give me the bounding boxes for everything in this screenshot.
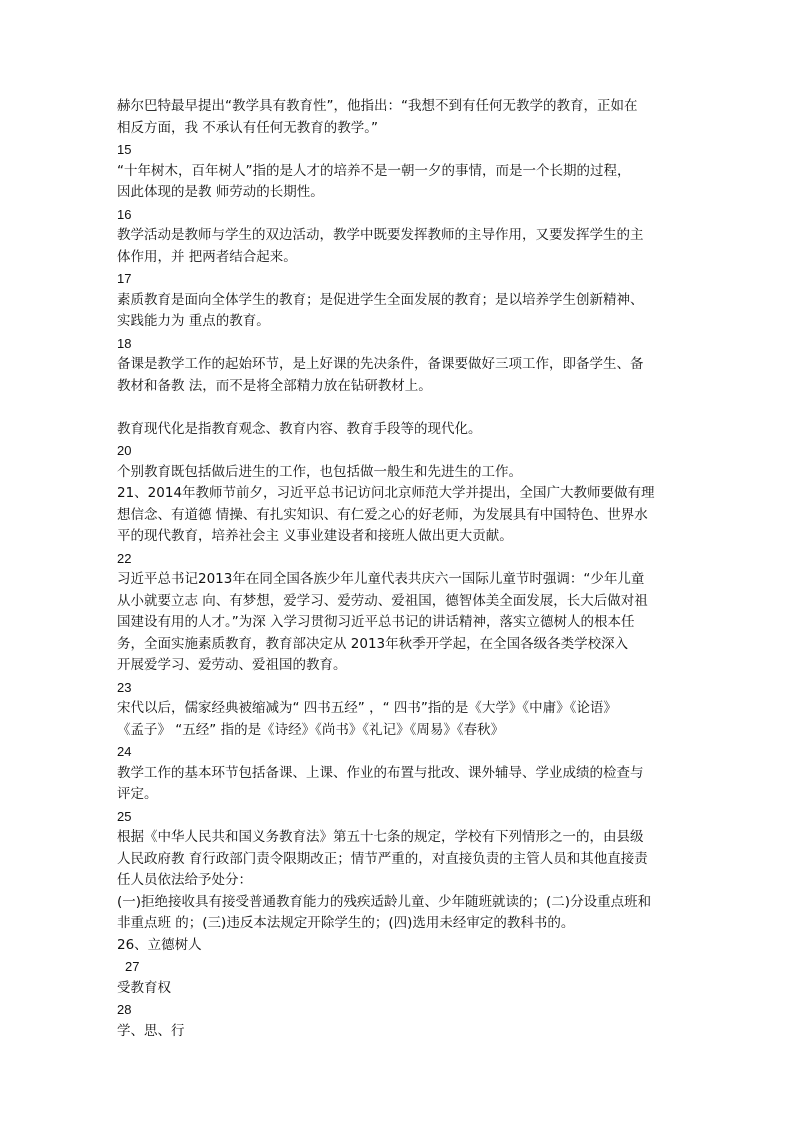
text-line: 教育现代化是指教育观念、教育内容、教育手段等的现代化。	[117, 420, 482, 437]
text-line: 体作用，并 把两者结合起来。	[117, 248, 297, 265]
text-line: 个别教育既包括做后进生的工作，也包括做一般生和先进生的工作。	[117, 463, 522, 480]
text-line: 相反方面，我 不承认有任何无教育的教学。”	[117, 119, 379, 136]
text-line: 实践能力为 重点的教育。	[117, 313, 270, 329]
text-line: 人民政府教 育行政部门责令限期改正；情节严重的，对直接负责的主管人员和其他直接责	[117, 850, 648, 867]
text-line: 任人员依法给予处分：	[117, 872, 252, 888]
item-number: 24	[117, 744, 132, 759]
text-line: 21、2014年教师节前夕，习近平总书记访问北京师范大学并提出，全国广大教师要做有理	[117, 485, 655, 501]
item-number: 22	[117, 550, 132, 566]
item-number: 18	[117, 335, 132, 351]
text-line: “十年树木，百年树人”指的是人才的培养不是一朝一夕的事情，而是一个长期的过程，	[117, 162, 631, 179]
text-line: 教学活动是教师与学生的双边活动，教学中既要发挥教师的主导作用，又要发挥学生的主	[117, 227, 644, 243]
text-line: 26、立德树人	[117, 936, 202, 953]
text-line: (一)拒绝接收具有接受普通教育能力的残疾适龄儿童、少年随班就读的；(二)分设重点班和	[117, 893, 652, 910]
text-line: 素质教育是面向全体学生的教育；是促进学生全面发展的教育；是以培养学生创新精神、	[117, 291, 644, 308]
text-line: 学、思、行	[117, 1022, 185, 1039]
text-line: 教材和备教 法，而不是将全部精力放在钻研教材上。	[117, 377, 432, 394]
text-line: 从小就要立志 向、有梦想，爱学习、爱劳动、爱祖国，德智体美全面发展，长大后做对祖	[117, 592, 648, 609]
document-body	[117, 96, 683, 1042]
text-line: 教学工作的基本环节包括备课、上课、作业的布置与批改、课外辅导、学业成绩的检查与	[117, 764, 644, 781]
item-number: 17	[117, 271, 132, 286]
item-number: 28	[117, 1002, 132, 1017]
item-number: 20	[117, 443, 132, 458]
text-line: 备课是教学工作的起始环节，是上好课的先决条件，备课要做好三项工作，即备学生、备	[117, 356, 644, 372]
text-line: 务，全面实施素质教育，教育部决定从 2013年秋季开学起，在全国各级各类学校深入	[117, 635, 629, 652]
text-line: 赫尔巴特最早提出“教学具有教育性”，他指出：“我想不到有任何无教学的教育，正如在	[117, 98, 638, 114]
blank-line	[117, 397, 683, 419]
item-number: 25	[117, 808, 132, 824]
text-line: 评定。	[117, 786, 158, 802]
text-line: 想信念、有道德 情操、有扎实知识、有仁爱之心的好老师，为发展具有中国特色、世界水	[117, 506, 648, 523]
item-number: 16	[117, 206, 132, 222]
text-line: 受教育权	[117, 979, 171, 996]
text-line: 非重点班 的；(三)违反本法规定开除学生的；(四)选用未经审定的教科书的。	[117, 915, 575, 931]
text-line: 宋代以后，儒家经典被缩减为“ 四书五经” ，“ 四书”指的是《大学》《中庸》《论语》	[117, 700, 617, 716]
text-line: 因此体现的是教 师劳动的长期性。	[117, 184, 324, 200]
item-number: 27	[125, 959, 140, 974]
item-number: 15	[117, 142, 132, 157]
item-number: 23	[117, 679, 132, 695]
text-line: 习近平总书记2013年在同全国各族少年儿童代表共庆六一国际儿童节时强调：“少年儿童	[117, 571, 645, 587]
text-line: 国建设有用的人才。”为深 入学习贯彻习近平总书记的讲话精神，落实立德树人的根本任	[117, 614, 635, 630]
text-line: 《孟子》 “五经” 指的是《诗经》《尚书》《礼记》《周易》《春秋》	[117, 721, 505, 738]
text-line: 根据《中华人民共和国义务教育法》第五十七条的规定，学校有下列情形之一的，由县级	[117, 829, 644, 845]
text-line: 平的现代教育，培养社会主 义事业建设者和接班人做出更大贡献。	[117, 528, 513, 544]
text-line: 开展爱学习、爱劳动、爱祖国的教育。	[117, 657, 347, 673]
